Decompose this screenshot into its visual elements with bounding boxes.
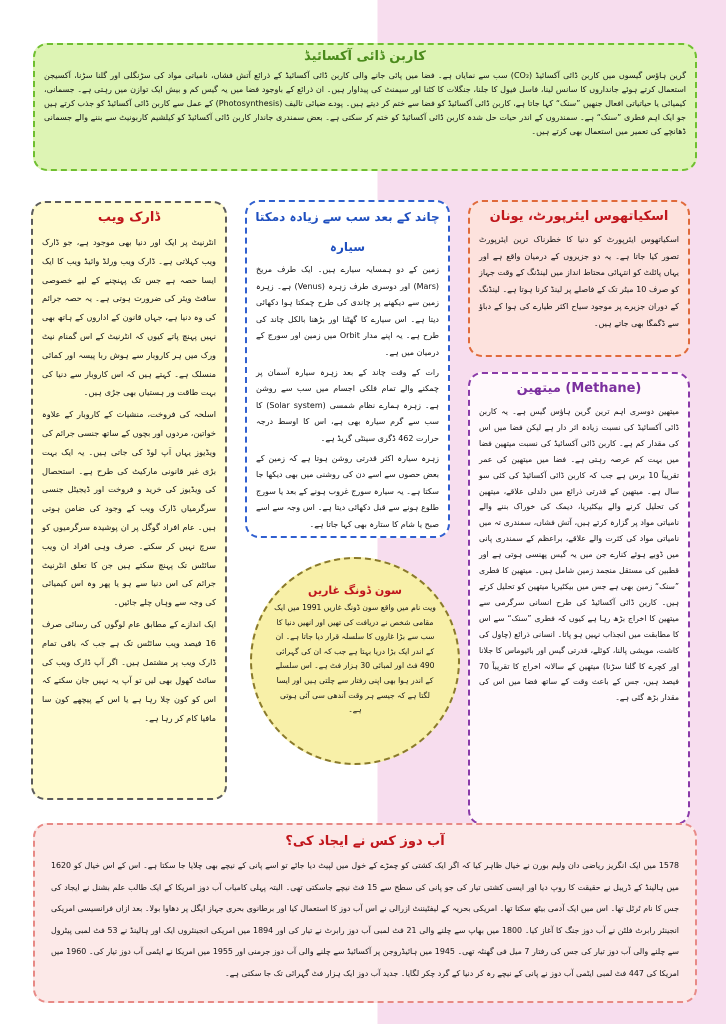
venus-paragraph: زمین کے دو ہمسایہ سیارے ہیں۔ ایک طرف مریخ (Mars) اور دوسری طرف زہرہ (Venus) ہے۔ زہرہ زمین سے دیکھنے پر چاندی کی طرح چمکتا ہوا دکھائی دیتا ہے۔ اس سیارے کا گھٹنا اور بڑھنا بالکل چاند کی طرح ہے۔ یہ اپنے مدار Orbit میں زمین اور سورج کے درمیان میں ہے۔ [256,265,440,357]
venus-box [245,200,450,538]
skiathos-airport-body [470,232,688,332]
submarine-body [35,855,695,984]
dark-web-paragraph: اسلحہ کی فروخت، منشیات کے کاروبار کے علاوہ خواتین، مردوں اور بچوں کے ساتھ جنسی جرائم کی ویڈیوز یہاں اَپ لوڈ کی جاتی ہیں۔ یہ ایک بہت بڑی غیر قانونی مارکیٹ کی طرح ہے۔ استحصال کی ویڈیوز کی خرید و فروخت اور ڈیجیٹل جنسی سرگرمیاں ڈارک ویب کے وجود کی ضامن ہوتی ہیں۔ عام افراد گوگل پر ان پوشیدہ سرگرمیوں کو سرچ نہیں کر سکتے۔ صرف وہی افراد ان ویب سائٹس تک پہنچ سکتے ہیں جن کا تعلق انٹرنیٹ جرائم کی اس دنیا سے ہو یا پھر وہ اس کیمیائی کی وجہ سے وہاں چلے جائیں۔ [42,409,216,608]
submarine-paragraph: 1578 میں ایک انگریز ریاضی دان ولیم بورن نے خیال ظاہر کیا کہ اگر ایک کشتی کو چمڑے کے خول میں لپیٹ دیا جائے تو اسے پانی کے نیچے بھی چلایا جا سکتا ہے۔ اس کے اس خیال کو 1620 میں ہالینڈ کے ڈریبل نے حقیقت کا روپ دیا اور ایسی کشتی تیار کی جو پانی کی سطح سے 15 فٹ نیچے جاسکتی تھی۔ البتہ پہلی کامیاب آب دوز امریکا کے ایک طالب علم بشنل نے ایجاد کی جس کا نام ٹرٹل تھا۔ اس میں ایک آدمی بیٹھ سکتا تھا۔ امریکی بحریہ کے لیفٹیننٹ ازرالی نے اس آب دوز کا استعمال کیا اور برطانوی بحری جہاز ایگل پر دھاوا بولا۔ بعد ازاں فرانسیسی امریکی انجینئر رابرٹ فلٹن نے آب دوز جنگ کا آغاز کیا۔ 1800 میں بھاپ سے چلنے والی 21 فٹ لمبی آب دوز رابرٹ نے تیار کی اور 1894 میں امریکی انجینئروں ایک اور ہالینڈ نے 53 فٹ لمبی پیٹرول سے چلنے والی آب دوز تیار کی جس کی رفتار 7 میل فی گھنٹہ تھی۔ 1945 میں ہائیڈروجن پر آکسائیڈ سے چلنے والی آب دوز جرمنی اور 1955 میں امریکا نے ایٹمی آب دوز تیار کی۔ 1960 میں امریکا کی 447 فٹ لمبی ایٹمی آب دوز نے پانی کے نیچے رہ کر دنیا کے گرد چکر لگایا۔ جدید آب دوز ایک ہزار فٹ گہرائی تک جا سکتی ہے۔ [51,861,680,978]
dark-web-box [31,201,227,800]
venus-body [247,262,448,534]
venus-title: چاند کے بعد سب سے زیادہ دمکتا سیارہ [255,210,440,254]
submarine-title: آب دوز کس نے ایجاد کی؟ [285,834,445,849]
son-doong-cave-title: سون ڈونگ غاریں [308,584,402,597]
methane-paragraph: میتھین دوسری اہم ترین گرین ہاؤس گیس ہے۔ یہ کاربن ڈائی آکسائیڈ کی نسبت زیادہ اثر دار ہے لیکن فضا میں اس کی مقدار کم ہے۔ کاربن ڈائی آکسائیڈ کی نسبت میتھین فضا میں بہت کم عرصہ رہتی ہے۔ فضا میں میتھین کی عمر تقریباً 10 برس ہے جب کہ کاربن ڈائی آکسائیڈ کی کئی سو سال ہے۔ میتھین کے قدرتی ذرائع میں دلدلی علاقے، میتھین کی تحلیل کرنے والے بیکٹیریا، دیمک کی خوراک بننے والے نامیاتی مواد پر گزارہ کرتے ہیں، آتش فشاں، سمندری تہ میں نامیاتی مواد کی کثرت والے علاقے، براعظم کے سمندری پانی میں ڈوبے ہوئے کنارے جن میں یہ گیس پھنسی ہوتی ہے اور قطبین کی مستقل منجمد زمین شامل ہیں۔ میتھین کا فطری ”سنک“ زمین بھی ہے جس میں بیکٹیریا میتھین کو تحلیل کرتے ہیں۔ کاربن ڈائی آکسائیڈ کی طرح انسانی سرگرمی سے میتھین کا اخراج بڑھ رہا ہے کیوں کہ فطری ”سنک“ سے اس کا مطابقت میں انجذاب نہیں ہو پاتا۔ انسانی ذرائع (چاول کی کاشت، مویشی پالنا، کوئلے، قدرتی گیس اور بائیوماس کا جلانا اور کچرے کا گلنا سڑنا) میتھین کے سالانہ اخراج کا تقریباً 70 فیصد ہیں، جس کے باعث وقت کے ساتھ فضا میں اس کی مقدار بڑھ گئی ہے۔ [479,407,680,703]
venus-paragraph: رات کے وقت چاند کے بعد زہرہ سیارہ آسمان پر چمکنے والے تمام فلکی اجسام میں سب سے روشن ہے۔ زہرہ ہمارے نظام شمسی (Solar system) کا سب سے گرم سیارہ بھی ہے، اس کا اوسط درجہ حرارت 462 ڈگری سینٹی گریڈ ہے۔ [256,367,439,443]
venus-paragraph: زہرہ سیارہ اکثر قدرتی روشن ہوتا ہے کہ زمین کے بعض حصوں سے اسے دن کی روشنی میں بھی دیکھا جا سکتا ہے۔ یہ سیارہ سورج غروب ہونے کے بعد یا سورج طلوع ہونے سے قبل دکھائی دیتا ہے۔ اس وجہ سے اسے صبح یا شام کا ستارہ بھی کہا جاتا ہے۔ [256,453,439,529]
carbon-dioxide-paragraph: گرین ہاؤس گیسوں میں کاربن ڈائی آکسائیڈ (CO₂) سب سے نمایاں ہے۔ فضا میں پائی جانے والی کاربن ڈائی آکسائیڈ کے ذرائع آتش فشاں، نامیاتی مواد کی سڑنگلی اور گلنا سڑنا، آکسیجن استعمال کرتے ہوئے جانداروں کا سانس لینا، فاسل فیول کا جلنا، جنگلات کا کٹنا اور سیمنٹ کی پیداوار ہیں۔ ان ذرائع کے باوجود فضا میں یہ گیس کم و بیش ایک توازن میں رہتی ہے۔ جسمانی، کیمیائی یا حیاتیاتی افعال جنھیں ”سنک“ کہا جاتا ہے، کاربن ڈائی آکسائیڈ کو فضا سے ختم کر دیتے ہیں۔ پودے ضیائی تالیف (Photosynthesis) کے عمل سے کاربن ڈائی آکسائیڈ کو جذب کرتے ہیں جو ایک اہم فطری ”سنک“ ہے۔ سمندروں کے اندر حیات حل شدہ کاربن ڈائی آکسائیڈ کو ختم کر سکتی ہے۔ بعض سمندری جاندار کاربن ڈائی آکسائیڈ کو کیلشیم کاربونیٹ سے بننے والے جسمانی ڈھانچے کی تعمیر میں استعمال بھی کرتے ہیں۔ [44,71,687,136]
son-doong-cave-body [252,601,458,718]
carbon-dioxide-body [35,69,695,139]
son-doong-cave-paragraph: ویت نام میں واقع سون ڈونگ غاریں 1991 میں ایک مقامی شخص نے دریافت کی تھیں اور انھیں دنیا کا سب سے بڑا غاروں کا سلسلہ قرار دیا جاتا ہے۔ ان کے اندر ایک بڑا دریا بہتا ہے جب کہ ان کی گہرائی 490 فٹ اور لمبائی 30 ہزار فٹ ہے۔ اس سلسلے کے اندر ہوا بھی اپنی رفتار سے چلتی ہیں اور ایسا لگتا ہے کہ جیسے ہر وقت آندھی سی آئی ہوتی ہے۔ [274,603,436,715]
son-doong-cave-circle [250,557,460,765]
skiathos-airport-box [468,200,690,357]
methane-box [468,372,690,825]
dark-web-paragraph: ایک اندازے کے مطابق عام لوگوں کی رسائی صرف 16 فیصد ویب سائٹس تک ہے جب کہ باقی تمام ڈارک ویب پر مشتمل ہیں۔ اگر آپ ڈارک ویب کی سائٹ کھول بھی لیں تو آپ یہ نہیں جان سکتے کہ اس کو کون چلا رہا ہے یا اس کے پیچھے کون سا مافیا کام کر رہا ہے۔ [42,618,216,723]
submarine-box [33,823,697,1003]
carbon-dioxide-box [33,43,697,171]
skiathos-airport-title: اسکیاتھوس ایئرپورٹ، یونان [489,209,669,224]
methane-body [470,404,688,706]
skiathos-airport-paragraph: اسکیاتھوس ایئرپورٹ کو دنیا کا خطرناک ترین ایئرپورٹ تصور کیا جاتا ہے۔ یہ دو جزیروں کے درمیان واقع ہے اور یہاں پائلٹ کو انتہائی محتاط انداز میں لینڈنگ کے وقت جہاز کو صرف 10 میٹر تک کے فاصلے پر لینڈ کرنا ہوتا ہے۔ لینڈنگ کے دوران جزیرے پر موجود سیاح اکثر طیارے کی ہوا کے دباؤ سے ڈگمگا بھی جاتے ہیں۔ [479,235,679,328]
dark-web-paragraph: انٹرنیٹ پر ایک اور دنیا بھی موجود ہے، جو ڈارک ویب کہلاتی ہے۔ ڈارک ویب ورلڈ وائیڈ ویب کا ایک ایسا حصہ ہے جس تک پہنچنے کے لیے خصوصی سافٹ ویئر کی ضرورت ہوتی ہے۔ یہ حصہ جرائم کی وہ دنیا ہے، جہاں قانون کے اداروں کے ہاتھ بھی نہیں پہنچ پاتے کیوں کہ انٹرنیٹ کے اس گمنام نیٹ ورک میں ہر کاروبار سے ہوش ربا پیسہ اور کمائی منسلک ہے۔ کہتے ہیں کہ اس کاروبار سے دنیا کی بہت طاقت ور ہستیاں بھی جڑی ہیں۔ [42,237,216,398]
dark-web-title: ڈارک ویب [97,210,161,225]
dark-web-body [33,233,225,728]
methane-title: میتھین (Methane) [516,381,642,396]
carbon-dioxide-title: کاربن ڈائی آکسائیڈ [304,49,426,64]
